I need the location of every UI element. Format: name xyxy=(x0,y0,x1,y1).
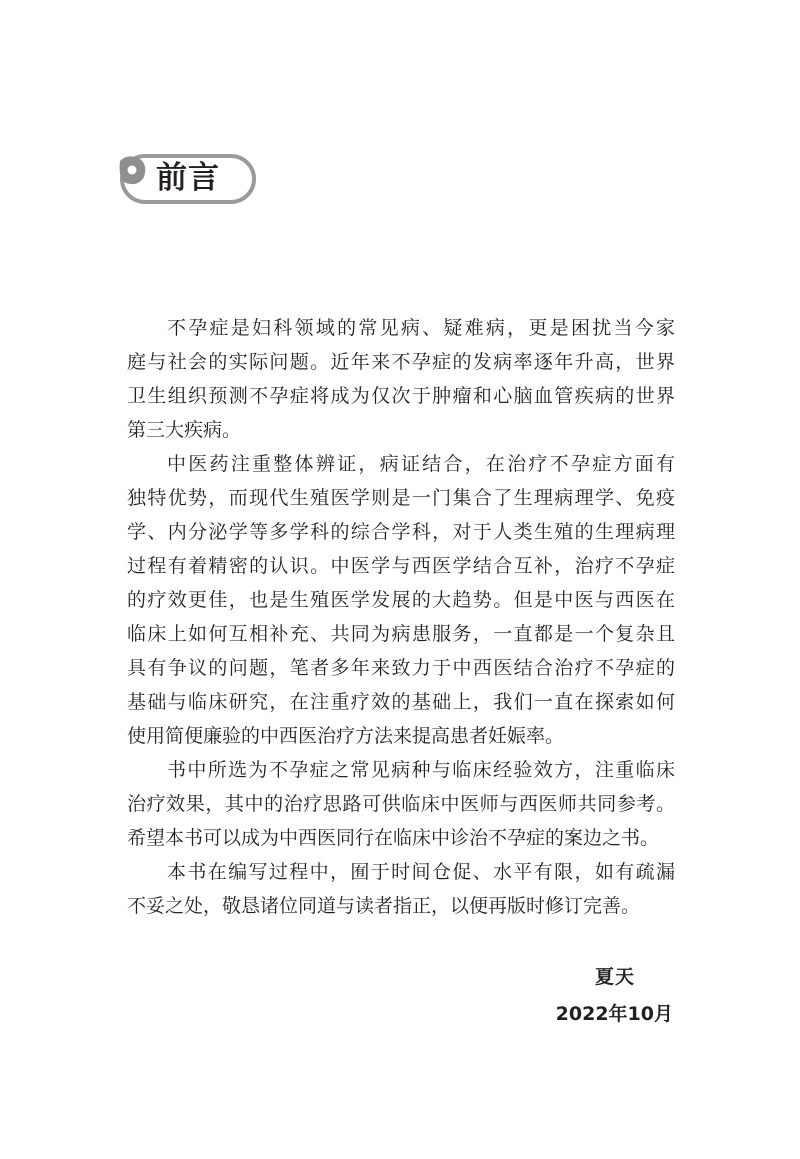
text-line: 独特优势，而现代生殖医学则是一门集合了生理病理学、免疫 xyxy=(127,487,675,509)
text-line: 中医药注重整体辨证，病证结合，在治疗不孕症方面有 xyxy=(167,453,675,475)
text-line: 第三大疾病。 xyxy=(127,419,242,441)
text-line: 不孕症是妇科领域的常见病、疑难病，更是困扰当今家 xyxy=(167,317,675,339)
paragraph xyxy=(127,753,675,855)
author-signature: 夏天 xyxy=(594,966,635,988)
text-line: 本书在编写过程中，囿于时间仓促、水平有限，如有疏漏 xyxy=(167,861,675,883)
paragraph xyxy=(127,855,675,923)
text-line: 不妥之处，敬恳诸位同道与读者指正，以便再版时修订完善。 xyxy=(127,895,641,917)
text-line: 书中所选为不孕症之常见病种与临床经验效方，注重临床 xyxy=(167,759,675,781)
page-title: 前言 xyxy=(156,160,220,196)
text-line: 具有争议的问题，笔者多年来致力于中西医结合治疗不孕症的 xyxy=(127,657,675,679)
text-line: 过程有着精密的认识。中医学与西医学结合互补，治疗不孕症 xyxy=(127,555,675,577)
text-line: 使用简便廉验的中西医治疗方法来提高患者妊娠率。 xyxy=(127,725,565,747)
paragraph xyxy=(127,311,675,447)
text-line: 的疗效更佳，也是生殖医学发展的大趋势。但是中医与西医在 xyxy=(127,589,675,611)
text-line: 治疗效果，其中的治疗思路可供临床中医师与西医师共同参考。 xyxy=(127,793,675,815)
text-line: 庭与社会的实际问题。近年来不孕症的发病率逐年升高，世界 xyxy=(127,351,675,373)
text-line: 基础与临床研究，在注重疗效的基础上，我们一直在探索如何 xyxy=(127,691,675,713)
date: 2022年10月 xyxy=(555,1003,673,1025)
text-line: 卫生组织预测不孕症将成为仅次于肿瘤和心脑血管疾病的世界 xyxy=(127,385,675,407)
paragraph xyxy=(127,447,675,753)
preface-body xyxy=(127,311,675,923)
text-line: 临床上如何互相补充、共同为病患服务，一直都是一个复杂且 xyxy=(127,623,675,645)
title-badge xyxy=(118,153,256,203)
text-line: 学、内分泌学等多学科的综合学科，对于人类生殖的生理病理 xyxy=(127,521,675,543)
text-line: 希望本书可以成为中西医同行在临床中诊治不孕症的案边之书。 xyxy=(127,827,660,849)
